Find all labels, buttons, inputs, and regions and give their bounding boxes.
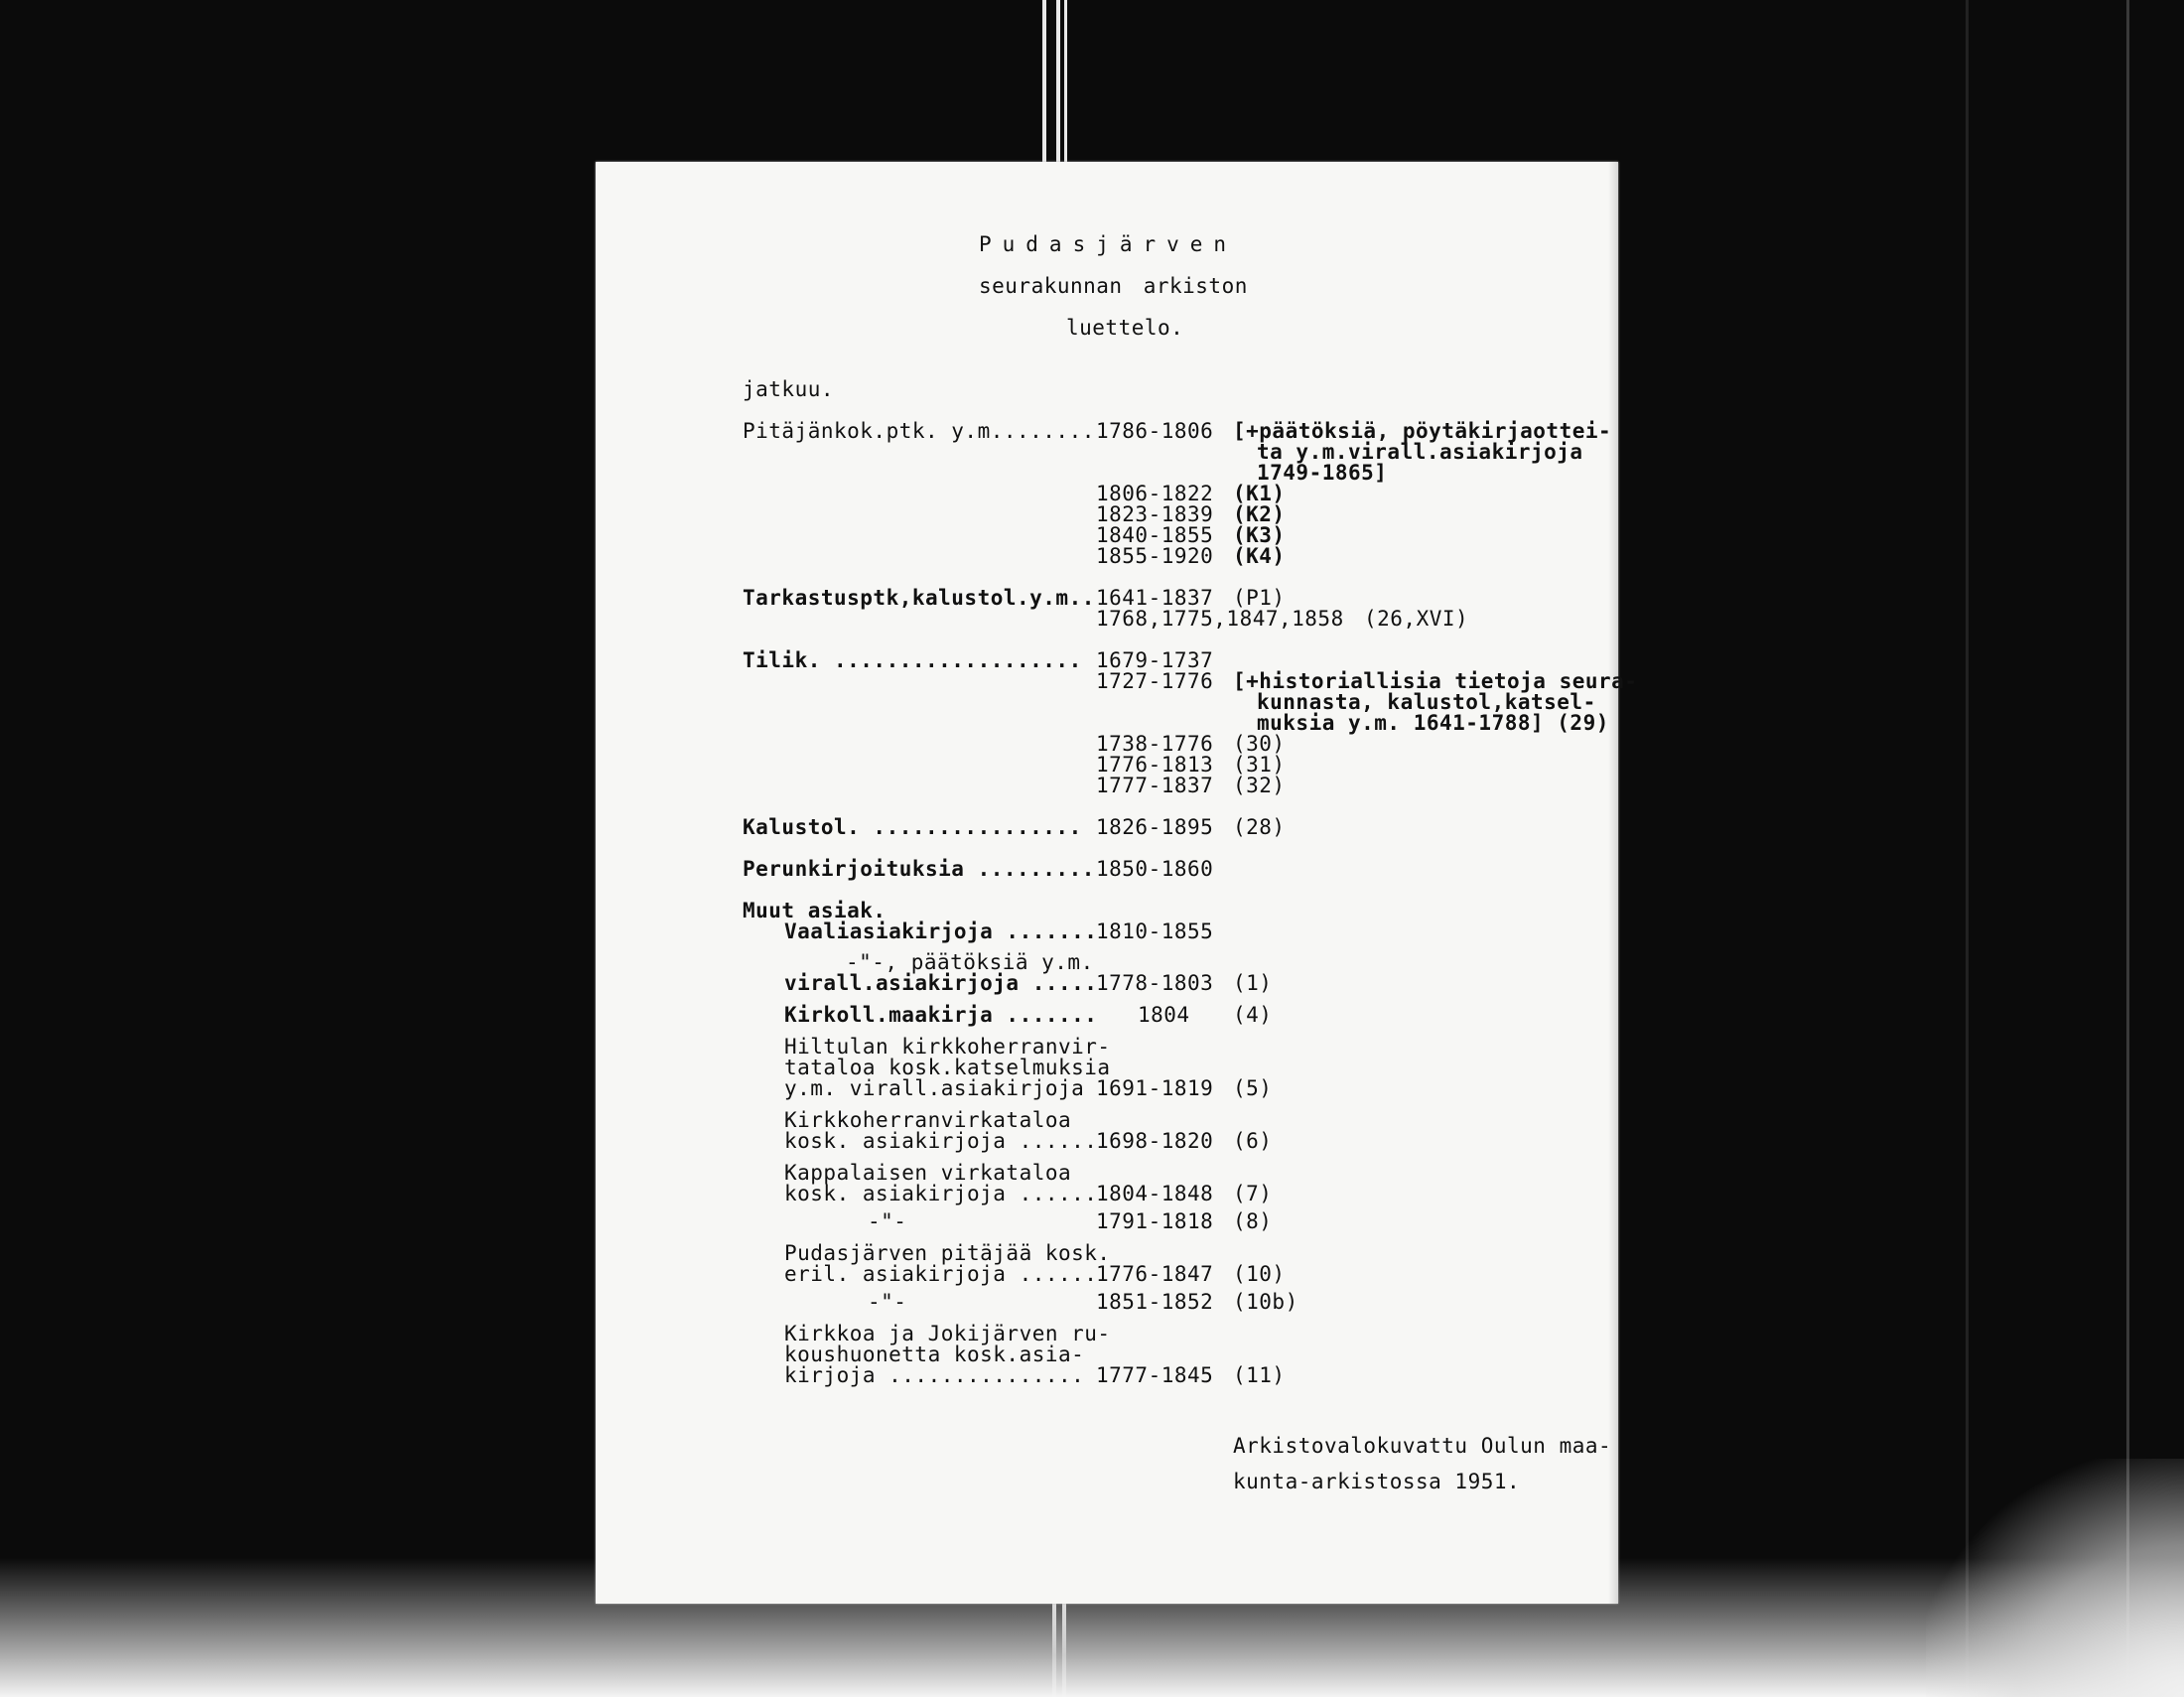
continued-label: jatkuu. [743,377,835,401]
entry-ref: (31) [1233,753,1286,777]
entry-years: 1840-1855 [1096,523,1214,547]
entry-years: 1826-1895 [1096,815,1214,839]
entry-note: 1749-1865] [1257,461,1388,485]
entry-ref: (4) [1233,1003,1273,1027]
entry-label: Kirkkoherranvirkataloa [784,1108,1072,1132]
archive-stamp-line: kunta-arkistossa 1951. [1233,1470,1521,1493]
entry-label: Tarkastusptk,kalustol.y.m.. [743,586,1095,610]
entry-note: [+historiallisia tietoja seura- [1233,669,1638,693]
entry-note: kunnasta, kalustol,katsel- [1257,690,1596,714]
entry-label: tataloa kosk.katselmuksia [784,1056,1111,1079]
entry-years: 1691-1819 [1096,1076,1214,1100]
entry-label: Pudasjärven pitäjää kosk. [784,1241,1111,1265]
entry-ref: (1) [1233,971,1273,995]
section-label: Muut asiak. [743,899,887,922]
entry-years: 1776-1847 [1096,1262,1214,1286]
entry-note: [+päätöksiä, pöytäkirjaottei- [1233,419,1612,443]
entry-label: Pitäjänkok.ptk. y.m........ [743,419,1095,443]
entry-label: Kalustol. ................ [743,815,1082,839]
entry-years: 1738-1776 [1096,732,1214,756]
entry-ref: (32) [1233,774,1286,797]
archive-stamp-line: Arkistovalokuvattu Oulun maa- [1233,1434,1612,1458]
entry-years: 1698-1820 [1096,1129,1214,1153]
entry-note: muksia y.m. 1641-1788] (29) [1257,711,1609,735]
entry-note: ta y.m.virall.asiakirjoja [1257,440,1583,464]
entry-ref: (6) [1233,1129,1273,1153]
entry-ref: (K4) [1233,544,1286,568]
entry-label: virall.asiakirjoja ..... [784,971,1098,995]
entry-ref: (26,XVI) [1364,607,1469,631]
entry-years: 1786-1806 [1096,419,1214,443]
entry-ref: (10) [1233,1262,1286,1286]
entry-years: 1727-1776 [1096,669,1214,693]
entry-ref: (5) [1233,1076,1273,1100]
entry-ref: (P1) [1233,586,1286,610]
entry-ref: (7) [1233,1182,1273,1205]
page-edge [1608,162,1618,1604]
corner-glow [1926,1459,2184,1697]
entry-ref: (K1) [1233,482,1286,505]
entry-years: 1823-1839 [1096,502,1214,526]
entry-label: kosk. asiakirjoja ...... [784,1129,1098,1153]
entry-label: Tilik. ................... [743,648,1082,672]
entry-label: kosk. asiakirjoja ...... [784,1182,1098,1205]
entry-years: 1851-1852 [1096,1290,1214,1314]
entry-years: 1776-1813 [1096,753,1214,777]
entry-label: Kappalaisen virkataloa [784,1161,1072,1185]
entry-years: 1778-1803 [1096,971,1214,995]
entry-years: 1777-1845 [1096,1363,1214,1387]
entry-label: -"- [868,1209,907,1233]
entry-label: kirjoja ............... [784,1363,1085,1387]
film-strip-line [2126,0,2129,1697]
entry-ref: (30) [1233,732,1286,756]
entry-ref: (K2) [1233,502,1286,526]
film-strip-line [1042,0,1046,162]
entry-label: eril. asiakirjoja ...... [784,1262,1098,1286]
entry-label: y.m. virall.asiakirjoja [784,1076,1085,1100]
entry-years: 1804-1848 [1096,1182,1214,1205]
entry-years: 1641-1837 [1096,586,1214,610]
entry-ref: (28) [1233,815,1286,839]
entry-years: 1679-1737 [1096,648,1214,672]
film-strip-line [1966,0,1969,1697]
entry-ref: (10b) [1233,1290,1298,1314]
entry-label: Vaaliasiakirjoja ....... [784,919,1098,943]
document-title: Pudasjärven [979,232,1238,256]
entry-years: 1791-1818 [1096,1209,1214,1233]
film-strip-line [1064,0,1067,162]
film-strip-line [1056,0,1060,162]
entry-years: 1804 [1138,1003,1190,1027]
entry-label: -"- [868,1290,907,1314]
entry-years: 1768,1775,1847,1858 [1096,607,1344,631]
entry-years: 1777-1837 [1096,774,1214,797]
entry-label: Hiltulan kirkkoherranvir- [784,1035,1111,1059]
entry-label: Perunkirjoituksia ......... [743,857,1095,881]
entry-ref: (K3) [1233,523,1286,547]
document-page [596,162,1638,1604]
entry-label: Kirkoll.maakirja ....... [784,1003,1098,1027]
entry-years: 1855-1920 [1096,544,1214,568]
entry-years: 1810-1855 [1096,919,1214,943]
entry-years: 1806-1822 [1096,482,1214,505]
entry-label: Kirkkoa ja Jokijärven ru- [784,1322,1111,1345]
entry-ref: (11) [1233,1363,1286,1387]
document-subtitle-2: luettelo. [1066,316,1184,340]
entry-ref: (8) [1233,1209,1273,1233]
entry-years: 1850-1860 [1096,857,1214,881]
entry-label: koushuonetta kosk.asia- [784,1343,1085,1366]
entry-label: -"-, päätöksiä y.m. [846,950,1094,974]
document-subtitle: seurakunnan arkiston [979,274,1248,298]
